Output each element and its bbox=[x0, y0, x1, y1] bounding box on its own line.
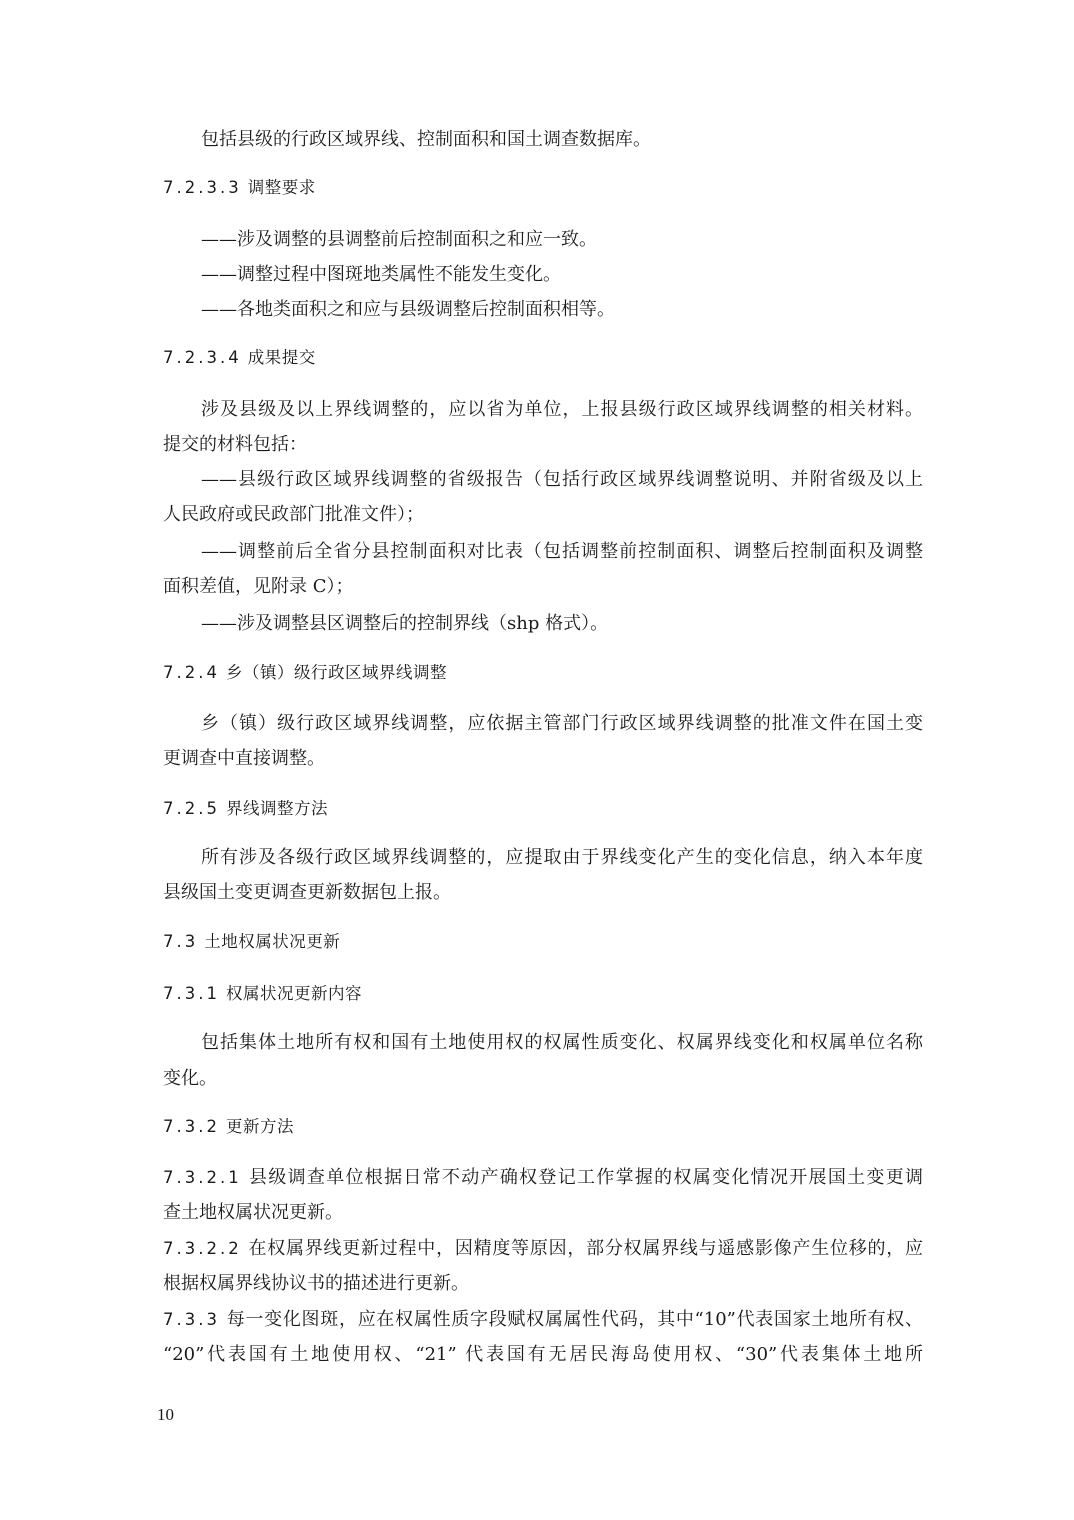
list-item: ——涉及调整县区调整后的控制界线（shp 格式）。 bbox=[201, 613, 609, 634]
paragraph-line: 变化。 bbox=[163, 1068, 217, 1089]
paragraph-line: 人民政府或民政部门批准文件）； bbox=[163, 504, 424, 525]
list-item: ——涉及调整的县调整前后控制面积之和应一致。 bbox=[201, 229, 597, 250]
section-heading: 7.2.4 乡（镇）级行政区域界线调整 bbox=[163, 663, 447, 682]
paragraph-line: 根据权属界线协议书的描述进行更新。 bbox=[163, 1273, 469, 1294]
clause-line: 7.3.2.1 县级调查单位根据日常不动产确权登记工作掌握的权属变化情况开展国土变更调 bbox=[163, 1167, 923, 1188]
list-item: ——各地类面积之和应与县级调整后控制面积相等。 bbox=[201, 299, 615, 320]
paragraph-line: 面积差值，见附录 C）； bbox=[163, 576, 354, 597]
paragraph-line: 包括集体土地所有权和国有土地使用权的权属性质变化、权属界线变化和权属单位名称 bbox=[201, 1032, 923, 1053]
list-item: ——调整过程中图斑地类属性不能发生变化。 bbox=[201, 264, 561, 285]
section-heading: 7.3.1 权属状况更新内容 bbox=[163, 984, 362, 1003]
section-heading: 7.2.5 界线调整方法 bbox=[163, 799, 328, 818]
clause-line: 7.3.2.2 在权属界线更新过程中，因精度等原因，部分权属界线与遥感影像产生位移的，应 bbox=[163, 1238, 923, 1259]
paragraph-line: 县级国土变更调查更新数据包上报。 bbox=[163, 882, 451, 903]
clause-line: 7.3.3 每一变化图斑，应在权属性质字段赋权属属性代码，其中“10”代表国家土地所有权、 bbox=[163, 1309, 923, 1330]
paragraph-line: 提交的材料包括： bbox=[163, 434, 307, 455]
list-item: ——调整前后全省分县控制面积对比表（包括调整前控制面积、调整后控制面积及调整 bbox=[201, 541, 923, 562]
section-heading: 7.3.2 更新方法 bbox=[163, 1117, 294, 1136]
paragraph-line: 更调查中直接调整。 bbox=[163, 748, 325, 769]
paragraph-line: 所有涉及各级行政区域界线调整的，应提取由于界线变化产生的变化信息，纳入本年度 bbox=[201, 847, 923, 868]
paragraph-line: “20”代表国有土地使用权、“21” 代表国有无居民海岛使用权、“30”代表集体土地所 bbox=[163, 1344, 923, 1365]
paragraph-line: 查土地权属状况更新。 bbox=[163, 1202, 343, 1223]
paragraph-line: 包括县级的行政区域界线、控制面积和国土调查数据库。 bbox=[201, 129, 651, 150]
paragraph-line: 涉及县级及以上界线调整的，应以省为单位，上报县级行政区域界线调整的相关材料。 bbox=[201, 399, 923, 420]
section-heading: 7.2.3.3 调整要求 bbox=[163, 178, 316, 197]
list-item: ——县级行政区域界线调整的省级报告（包括行政区域界线调整说明、并附省级及以上 bbox=[201, 469, 923, 490]
paragraph-line: 乡（镇）级行政区域界线调整，应依据主管部门行政区域界线调整的批准文件在国土变 bbox=[201, 713, 923, 734]
section-heading: 7.2.3.4 成果提交 bbox=[163, 348, 316, 367]
page-number: 10 bbox=[157, 1405, 174, 1424]
section-heading: 7.3 土地权属状况更新 bbox=[163, 932, 341, 951]
